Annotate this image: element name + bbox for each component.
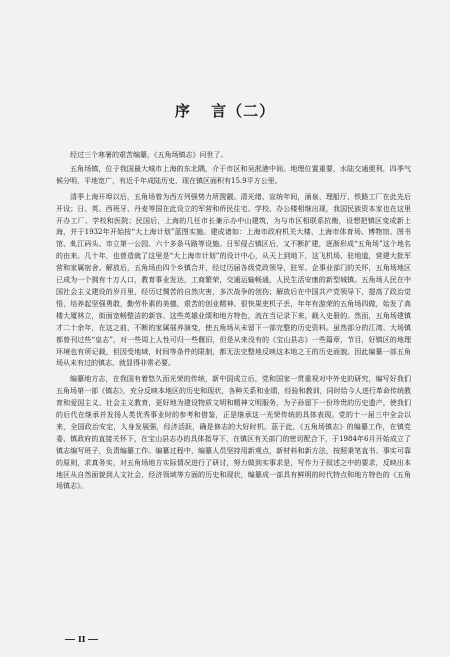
page-number: II <box>78 634 86 644</box>
paragraph: 编纂地方志，在我国有着悠久而光荣的传统，新中国成立后，党和国家一贯重视对中外史的研究，编写好我们五角场第一部《镇志》，充分反映本地区的历史和现状，各种关系和业绩，经验和教训，同时给今人进行革命传统教育和爱国主义、社会主义教育，更好地为建设物质文明和精神文明服务，为子孙留下一份珍贵的历史遗产，使我们的后代在继承并发扬人类优秀事业时的参考和借鉴，正是继承这一光荣传统的具体表现。党的十一届三中全会以来，全国政治安定，人身发展强，经济活跃，确是修志的大好时机。茲于此，《五角场镇志》的编纂工作，在镇党委、镇政府的直接关怀下，在宝山县志办的具体指导下，在镇区有关部门的密切配合下，于1984年6月开始成立了镇志编写班子，负责编纂工作。编纂过程中，编纂人员坚持用新观点，新材料和新方法，按照秉笔直书、事实可靠的原则，求真务实，对五角场地方实际情况进行了研讨，努力做到实事求是，写作力于叙述之中的要求，反映出本地区从自然面貌到人文社会，经济领域等方面的历史和现状，编纂成一部具有鲜明的时代特点和地方特色的《五角场镇志》。 <box>56 375 411 491</box>
paragraph: 清季上海开埠以后，五角场曾为西方列强势力所觊觎。清光绪、宣统年间，涌泉、理船厅、铁路工厂在此先后开设；日、英、西班牙、丹麦等国在此设立的军营和侨民住宅、学校、办公楼相继出现，我国民族资本家也在这里开办工厂、学校和医院；民国后，上海的几任市长兼示办中山建筑，为与市区相联系抗衡，设想把镇区变成新上海，并于1932年开始按“大上海计划”蓝图实施。建成诸如：上海市政府机关大楼、上海市体育场、博物馆、图书馆、虬江码头、市立第一公园、六十多条马路等设施。日军侵占镇区后，又不断扩建，逐渐形成“五角场”这个地名的由来。几十年，也曾造就了这里是“大上海市计划”的设计中心，从天上到地下，这飞机场、驻地道，营建大批军营和家属宿舍。解放后，五角场由四个乡镇合并，经过历届各级党政领导，驻军、企事业部门的关怀，五角场地区已成为一个拥有十万人口，教育事业发达，工商繁荣，交通运输畅通，人民生活安康的新型城镇。五角场人民在中国社会主义建设的岁月里，经历过惆苦的自然灾害，多次战争的创伤；解放后在中国共产党领导下，提高了政治觉悟，培养起坚强勇敢，勤劳朴素的美德，艰苦的创业精神。很快果吏机子丢，年年有游荣的五角场四做，始发了高楼大厦林立，街面宽畅整洁的新容。这些英雄业绩和地方特色，流在当记录下来，载入史册的。然而，五角场建镇才二十余年，在这之前，不断的家属展养演变，使五角场从未留下一部完整的历史资料。虽然部分的江湾、大场镇都曾刊过些“皇志”，对一些周上人性可归一些偃旧，但是从来没有的《宝山县志》一些篇章，节目，好镇区的地理环境也有所记载，但因受地域，时间等条件的限制，都无法完整地反映这本地之王的历史面貌。因此编纂一部五角场从未有过的镇志，就显得非常必要。 <box>56 192 411 368</box>
preface-body <box>56 150 411 497</box>
page-footer <box>62 634 101 644</box>
footer-dash-left <box>65 639 75 640</box>
footer-dash-right <box>88 639 98 640</box>
paragraph: 经过三个寒暑的艰苦编纂，《五角场镇志》问世了。 <box>70 151 228 159</box>
paragraph: 五角场镇，位于我国最大城市上海的东北隅，介于市区和吴淞港中间。地理位置重要，水陆交通便利，四季气候分明，平地宽广，有近千年成陆历史，现在镇区面积有15.9平方公里。 <box>56 164 411 185</box>
page-title: 序 言（二） <box>174 102 276 120</box>
